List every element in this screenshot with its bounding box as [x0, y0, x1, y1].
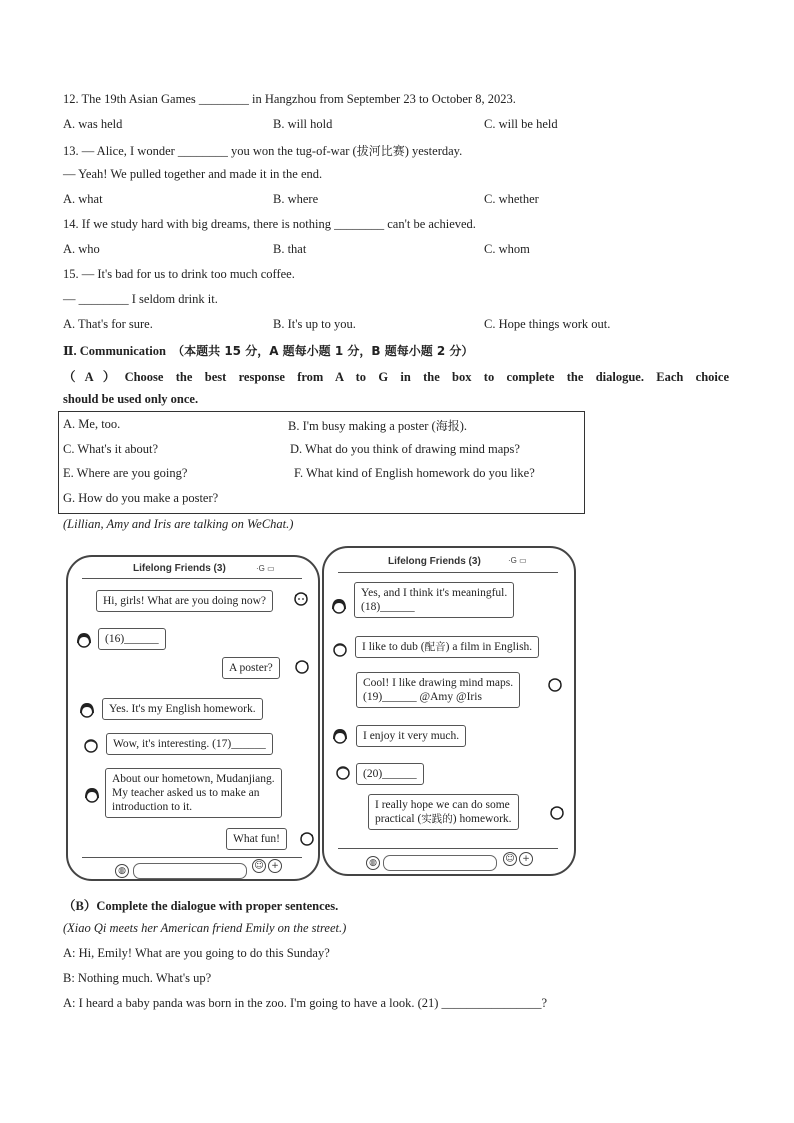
q12-stem: 12. The 19th Asian Games ________ in Hangzhou from September 23 to October 8, 2023.	[63, 92, 516, 106]
q15-reply: — ________ I seldom drink it.	[63, 292, 218, 306]
dialogue-line-1: A: Hi, Emily! What are you going to do this Sunday?	[63, 946, 330, 960]
q14-stem: 14. If we study hard with big dreams, there is nothing ________ can't be achieved.	[63, 217, 476, 231]
q12-option-b: B. will hold	[273, 117, 333, 131]
left-bubble-2: (16)______	[98, 628, 166, 650]
avatar-amy-icon	[331, 727, 349, 745]
q13-option-c: C. whether	[484, 192, 539, 206]
emoji-icon[interactable]: ☺	[252, 859, 266, 873]
phone-left-title: Lifelong Friends (3)	[133, 563, 226, 574]
avatar-amy-icon	[78, 701, 96, 719]
phone-right-footer-divider	[338, 848, 558, 849]
avatar-iris-icon	[331, 640, 349, 658]
phone-right-title: Lifelong Friends (3)	[388, 556, 481, 567]
phone-left-status: ·G ▭	[256, 564, 275, 573]
avatar-amy-icon	[83, 786, 101, 804]
option-a: A. Me, too.	[63, 417, 121, 431]
q12-option-c: C. will be held	[484, 117, 558, 131]
q15-option-a: A. That's for sure.	[63, 317, 153, 331]
right-bubble-4: I enjoy it very much.	[356, 725, 466, 747]
left-bubble-5: Wow, it's interesting. (17)______	[106, 733, 273, 755]
part-a-instructions-cont: should be used only once.	[63, 392, 199, 406]
avatar-amy-icon	[75, 631, 93, 649]
message-input[interactable]	[383, 855, 497, 871]
emoji-icon[interactable]: ☺	[503, 852, 517, 866]
right-bubble-6: I really hope we can do some practical (实践的) homework.	[368, 794, 519, 830]
right-bubble-3: Cool! I like drawing mind maps. (19)______ @Amy @Iris	[356, 672, 520, 708]
voice-icon[interactable]: ◍	[115, 864, 129, 878]
avatar-iris-icon	[334, 763, 352, 781]
phone-right-status: ·G ▭	[508, 556, 527, 565]
q13-option-b: B. where	[273, 192, 319, 206]
left-bubble-3: A poster?	[222, 657, 280, 679]
avatar-lillian-icon	[292, 589, 310, 607]
q15-option-b: B. It's up to you.	[273, 317, 356, 331]
q13-stem: 13. — Alice, I wonder ________ you won the tug-of-war (拔河比赛) yesterday.	[63, 144, 463, 158]
q15-stem: 15. — It's bad for us to drink too much coffee.	[63, 267, 295, 281]
voice-icon[interactable]: ◍	[366, 856, 380, 870]
part-b-heading: （B）Complete the dialogue with proper sentences.	[63, 899, 339, 913]
option-f: F. What kind of English homework do you like?	[294, 466, 535, 480]
q14-option-b: B. that	[273, 242, 307, 256]
chat-context: (Lillian, Amy and Iris are talking on WeChat.)	[63, 517, 294, 531]
left-bubble-1: Hi, girls! What are you doing now?	[96, 590, 273, 612]
right-bubble-5: (20)______	[356, 763, 424, 785]
part-a-instructions: （A）Choose the best response from A to G in the box to complete the dialogue. Each choice	[63, 370, 729, 384]
plus-icon[interactable]: +	[268, 859, 282, 873]
phone-left-footer-divider	[82, 857, 302, 858]
option-g: G. How do you make a poster?	[63, 491, 219, 505]
q13-option-a: A. what	[63, 192, 103, 206]
avatar-iris-icon	[82, 736, 100, 754]
dialogue-line-2: B: Nothing much. What's up?	[63, 971, 212, 985]
dialogue-line-3: A: I heard a baby panda was born in the zoo. I'm going to have a look. (21) ________________?	[63, 996, 548, 1010]
right-bubble-1: Yes, and I think it's meaningful. (18)______	[354, 582, 514, 618]
option-d: D. What do you think of drawing mind maps?	[290, 442, 520, 456]
q14-option-a: A. who	[63, 242, 100, 256]
option-e: E. Where are you going?	[63, 466, 188, 480]
option-c: C. What's it about?	[63, 442, 159, 456]
left-bubble-6: About our hometown, Mudanjiang. My teacher asked us to make an introduction to it.	[105, 768, 282, 818]
avatar-lillian-icon	[548, 803, 566, 821]
left-bubble-4: Yes. It's my English homework.	[102, 698, 263, 720]
message-input[interactable]	[133, 863, 247, 879]
left-bubble-7: What fun!	[226, 828, 287, 850]
q13-reply: — Yeah! We pulled together and made it in the end.	[63, 167, 323, 181]
plus-icon[interactable]: +	[519, 852, 533, 866]
phone-left-header-divider	[82, 578, 302, 579]
avatar-lillian-icon	[293, 657, 311, 675]
avatar-lillian-icon	[546, 675, 564, 693]
avatar-lillian-icon	[298, 829, 316, 847]
phone-right-header-divider	[338, 572, 558, 573]
q12-option-a: A. was held	[63, 117, 123, 131]
part-b-context: (Xiao Qi meets her American friend Emily on the street.)	[63, 921, 347, 935]
section-heading: Ⅱ. Communication （本题共 15 分，A 题每小题 1 分，B 题每小题 2 分）	[63, 344, 474, 358]
option-b: B. I'm busy making a poster (海报).	[288, 419, 468, 433]
right-bubble-2: I like to dub (配音) a film in English.	[355, 636, 539, 658]
q15-option-c: C. Hope things work out.	[484, 317, 611, 331]
avatar-amy-icon	[330, 597, 348, 615]
q14-option-c: C. whom	[484, 242, 530, 256]
